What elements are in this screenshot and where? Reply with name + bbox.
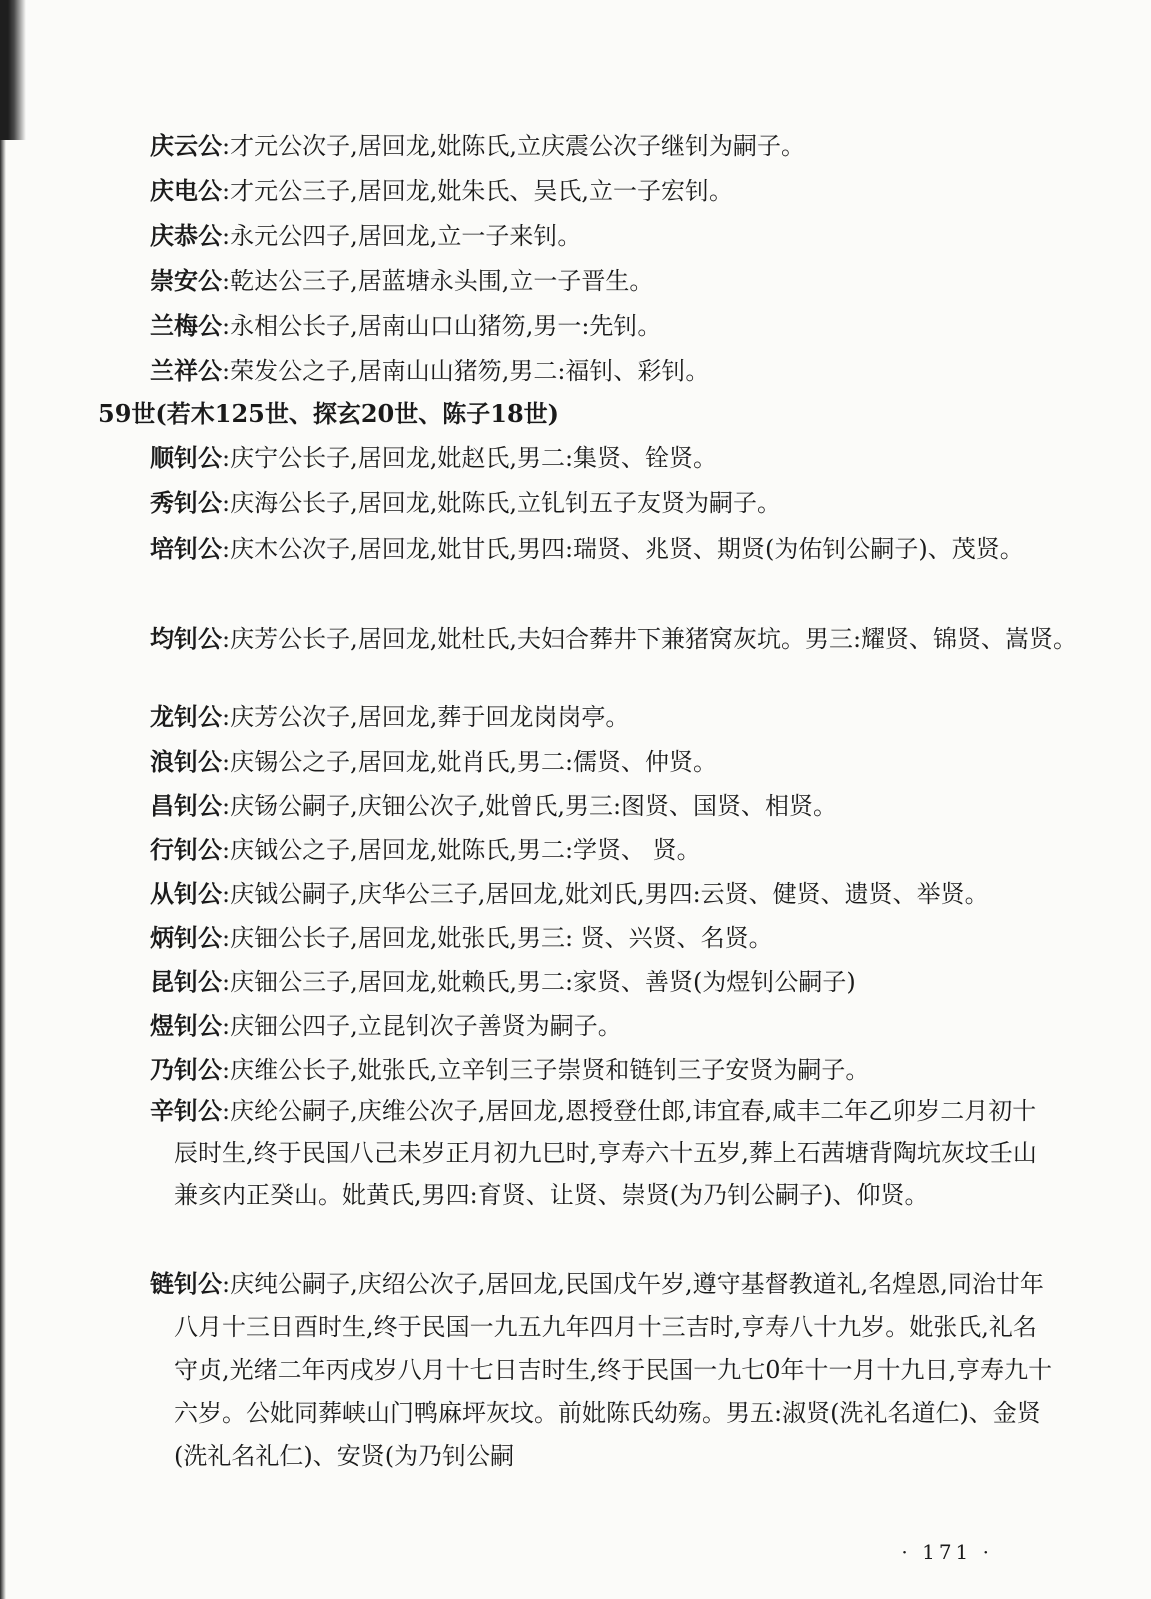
entry-text: :乾达公三子,居蓝塘永头围,立一子晋生。 [222,267,654,295]
genealogy-entry [150,617,1078,661]
entry-text: :庆钺公之子,居回龙,妣陈氏,男二:学贤、 贤。 [222,836,701,864]
scan-shadow-edge [0,140,6,1599]
entry-name: 兰祥公 [150,356,222,385]
entry-name: 炳钊公 [150,923,222,952]
entry-name: 浪钊公 [150,747,222,776]
entry-name: 辛钊公 [150,1096,222,1125]
genealogy-entry [150,304,1050,348]
genealogy-entry [150,124,1050,168]
entry-name: 庆恭公 [150,221,222,250]
entry-text: :庆纯公嗣子,庆绍公次子,居回龙,民国戊午岁,遵守基督教道礼,名煌恩,同治廿年八月十三日酉时生,终于民国一九五九年四月十三吉时,亨寿八十九岁。妣张氏,礼名守贞,光绪二年丙戌岁八月十七日吉时生,终于民国一九七0年十一月十九日,亨寿九十六岁。公妣同葬峡山门鸭麻坪灰坟。前妣陈氏幼殇。男五:淑贤(洗礼名道仁)、金贤(洗礼名礼仁)、安贤(为乃钊公嗣 [174,1270,1053,1470]
genealogy-entry [150,1090,1054,1216]
genealogy-entry [150,695,1050,739]
entry-name: 秀钊公 [150,488,222,517]
entry-name: 煜钊公 [150,1011,222,1040]
genealogy-entry [150,436,1050,480]
entry-name: 昆钊公 [150,967,222,996]
genealogy-entry [150,349,1050,393]
entry-name: 均钊公 [150,624,222,653]
entry-text: :庆木公次子,居回龙,妣甘氏,男四:瑞贤、兆贤、期贤(为佑钊公嗣子)、茂贤。 [222,535,1024,563]
entry-text: :庆钿公长子,居回龙,妣张氏,男三: 贤、兴贤、名贤。 [222,924,773,952]
entry-name: 庆云公 [150,131,222,160]
entry-name: 顺钊公 [150,443,222,472]
entry-name: 兰梅公 [150,311,222,340]
genealogy-entry [150,1262,1054,1478]
entry-name: 乃钊公 [150,1055,222,1084]
generation-heading: 59世(若木125世、探玄20世、陈子18世) [98,399,560,428]
entry-text: :庆钿公四子,立昆钊次子善贤为嗣子。 [222,1012,622,1040]
entry-text: :庆海公长子,居回龙,妣陈氏,立钆钊五子友贤为嗣子。 [222,489,781,517]
entry-name: 昌钊公 [150,791,222,820]
genealogy-entry [150,916,1050,960]
entry-text: :永元公四子,居回龙,立一子来钊。 [222,222,582,250]
entry-text: :才元公次子,居回龙,妣陈氏,立庆震公次子继钊为嗣子。 [222,132,805,160]
entry-text: :庆钿公三子,居回龙,妣赖氏,男二:家贤、善贤(为煜钊公嗣子) [222,968,856,996]
entry-text: :永相公长子,居南山口山猪笏,男一:先钊。 [222,312,662,340]
genealogy-entry [150,1048,1050,1092]
genealogy-entry [150,527,1078,571]
entry-text: :庆芳公长子,居回龙,妣杜氏,夫妇合葬井下兼猪窝灰坑。男三:耀贤、锦贤、嵩贤。 [222,625,1078,653]
entry-name: 庆电公 [150,176,222,205]
entry-text: :庆维公长子,妣张氏,立辛钊三子崇贤和链钊三子安贤为嗣子。 [222,1056,870,1084]
entry-name: 从钊公 [150,879,222,908]
entry-text: :庆钺公嗣子,庆华公三子,居回龙,妣刘氏,男四:云贤、健贤、遗贤、举贤。 [222,880,989,908]
genealogy-entry [150,872,1050,916]
entry-name: 崇安公 [150,266,222,295]
entry-name: 链钊公 [150,1269,222,1298]
entry-text: :荣发公之子,居南山山猪笏,男二:福钊、彩钊。 [222,357,710,385]
genealogy-entry [150,784,1050,828]
entry-text: :才元公三子,居回龙,妣朱氏、吴氏,立一子宏钊。 [222,177,733,205]
genealogy-entry [150,1004,1050,1048]
entry-name: 行钊公 [150,835,222,864]
entry-text: :庆钖公嗣子,庆钿公次子,妣曾氏,男三:图贤、国贤、相贤。 [222,792,838,820]
entry-text: :庆芳公次子,居回龙,葬于回龙岗岗亭。 [222,703,630,731]
entry-name: 培钊公 [150,534,222,563]
genealogy-entry [150,960,1050,1004]
entry-text: :庆锡公之子,居回龙,妣肖氏,男二:儒贤、仲贤。 [222,748,718,776]
entry-text: :庆纶公嗣子,庆维公次子,居回龙,恩授登仕郎,讳宜春,咸丰二年乙卯岁二月初十辰时生,终于民国八己未岁正月初九巳时,亨寿六十五岁,葬上石茜塘背陶坑灰坟壬山兼亥内正癸山。妣黄氏,男四:育贤、让贤、崇贤(为乃钊公嗣子)、仰贤。 [174,1097,1037,1209]
genealogy-entry [150,259,1050,303]
genealogy-entry [150,481,1050,525]
genealogy-entry [150,740,1050,784]
entry-name: 龙钊公 [150,702,222,731]
scan-shadow [0,0,26,140]
genealogy-entry [150,828,1050,872]
entry-text: :庆宁公长子,居回龙,妣赵氏,男二:集贤、铨贤。 [222,444,718,472]
genealogy-entry [150,169,1050,213]
page-number: · 171 · [901,1540,993,1564]
genealogy-entry [150,214,1050,258]
